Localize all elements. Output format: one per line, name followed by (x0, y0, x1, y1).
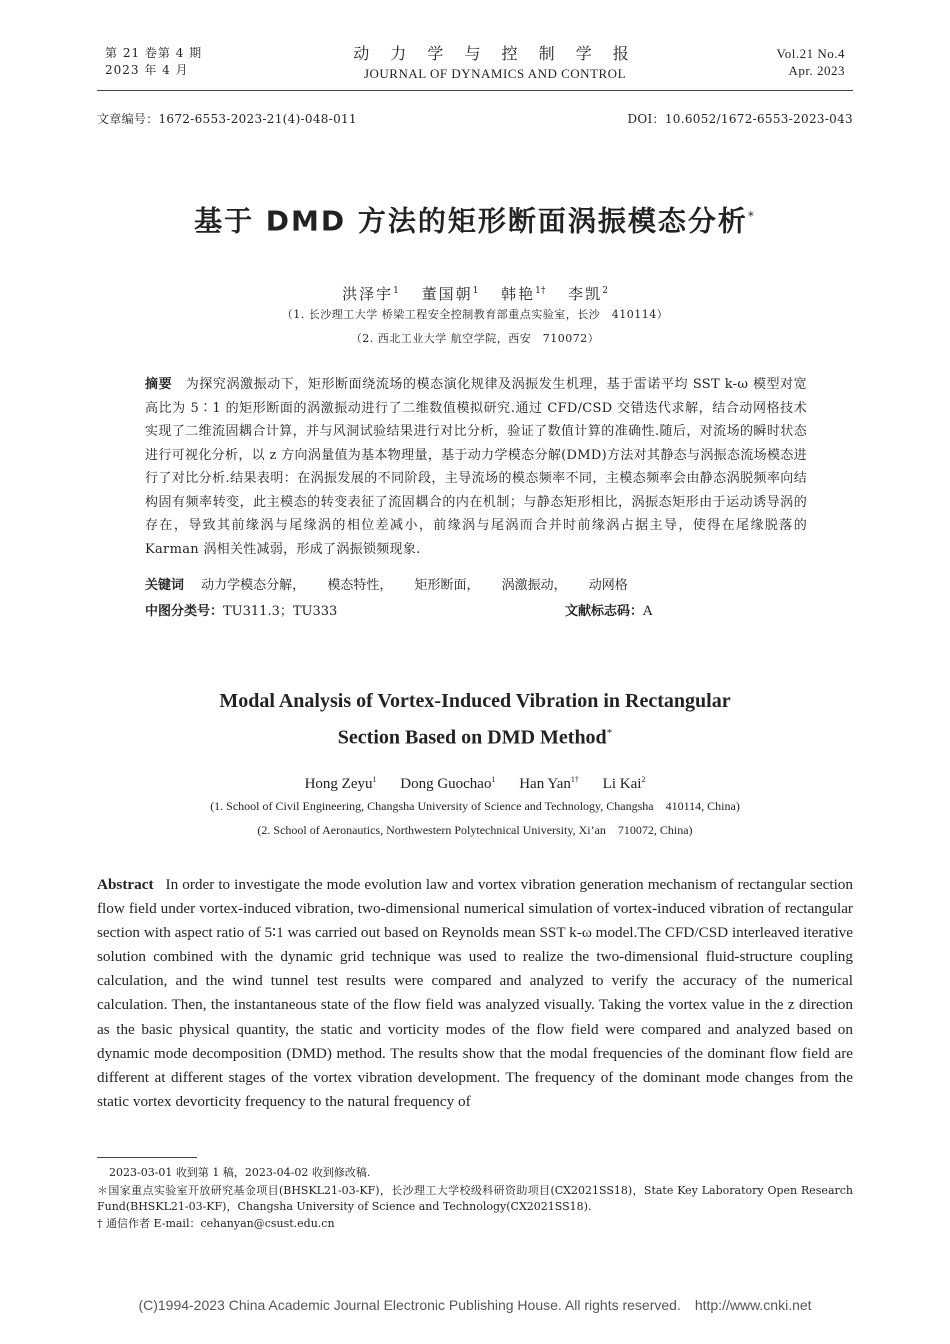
document-code-value: A (643, 604, 653, 619)
title-en-line2: Section Based on DMD Method (337, 726, 607, 749)
authors-cn (97, 280, 853, 305)
journal-name (250, 43, 740, 82)
affiliation-cn-2: （2. 西北工业大学 航空学院，西安 710072） (350, 332, 600, 345)
author-en: Han Yan$^{1\dagger}$ (519, 775, 579, 792)
issue-volume: 第 21 卷第 4 期 (105, 46, 203, 60)
journal-volume-en (777, 45, 845, 79)
abstract-en-text: In order to investigate the mode evolution law and vortex vibration generation mechanism of rectangular section flow field under vortex-induced vibration, two-dimensional numerical simulation of vortex-induced vibration of rectangular section with aspect ratio of 5∶1 was carried out based on Reynolds mean SST k-ω model.The CFD/CSD interleaved iterative solution combined with the dynamic grid technique was used to realize the two-dimensional fluid-structure coupling calculation, and the wind tunnel test results were compared and analyzed to verify the accuracy of the numerical calculation. Then, the instantaneous state of the flow field was analyzed visually. Taking the vortex value in the z direction as the basic physical quantity, the static and vorticity modes of the flow field were compared and analyzed based on dynamic mode decomposition (DMD) method. The results show that the modal frequencies of the dominant flow field are different at different stages of the vortex vibration development. The frequency of the dominant mode changes from the static vortex devorticity frequency to the natural frequency of (97, 876, 853, 1110)
keyword: 动力学模态分解， (201, 578, 306, 593)
copyright-footer (0, 1297, 950, 1313)
author-en: Dong Guochao$^1$ (400, 775, 496, 792)
copyright-text: (C)1994-2023 China Academic Journal Electronic Publishing House. All rights reserved. (138, 1297, 681, 1313)
abstract-cn-text: 为探究涡激振动下，矩形断面绕流场的模态演化规律及涡振发生机理，基于雷诺平均 SST k-ω 模型对宽高比为 5∶1 的矩形断面的涡激振动进行了二维数值模拟研究.通过 CFD/CSD 交错迭代求解，结合动网格技术实现了二维流固耦合计算，并与风洞试验结果进行对比分析，验证了数值计算的准确性.随后，对流场的瞬时状态进行可视化分析，以 z 方向涡量值为基本物理量，基于动力学模态分解(DMD)方法对其静态与涡振态流场模态进行了对比分析.结果表明：在涡振发展的不同阶段，主导流场的模态频率不同，主模态频率会由静态涡脱频率向结构固有频率转变，此主模态的转变表征了流固耦合的内在机制；与静态矩形相比，涡振态矩形由于运动诱导涡的存在，导致其前缘涡与尾缘涡的相位差减小，前缘涡与尾涡而合并时前缘涡占据主导，使得在尾缘脱落的 Karman 涡相关性减弱，形成了涡振锁频现象. (145, 377, 807, 557)
keyword: 模态特性， (327, 578, 393, 593)
issue-date: 2023 年 4 月 (105, 63, 189, 77)
author-en: Li Kai$^2$ (602, 775, 646, 792)
author-cn: 洪泽宇$^1$ (342, 285, 399, 303)
keyword: 动网格 (588, 578, 628, 593)
journal-name-en: JOURNAL OF DYNAMICS AND CONTROL (363, 66, 627, 81)
cnki-link[interactable]: http://www.cnki.net (694, 1297, 812, 1313)
paper-title-en (97, 685, 853, 754)
keyword: 涡激振动， (501, 578, 567, 593)
author-cn: 韩艳$^{1\dagger}$ (501, 285, 546, 303)
volume-en: Vol.21 No.4 (776, 46, 845, 61)
affiliation-en-2: (2. School of Aeronautics, Northwestern Polytechnical University, Xi’an 710072, China) (257, 823, 693, 837)
footnote-received: 2023-03-01 收到第 1 稿，2023-04-02 收到修改稿. (109, 1166, 371, 1179)
abstract-en (97, 873, 853, 1114)
title-cn-text: 基于 DMD 方法的矩形断面涡振模态分析 (194, 204, 748, 238)
date-en: Apr. 2023 (788, 63, 845, 78)
author-en: Hong Zeyu$^1$ (304, 775, 377, 792)
abstract-cn (145, 373, 807, 561)
document-code-label: 文献标志码： (565, 604, 644, 619)
title-en-footnote-mark: * (606, 727, 613, 739)
keywords-cn (145, 575, 807, 597)
doi: DOI：10.6052/1672-6553-2023-043 (627, 112, 853, 126)
keywords-cn-label: 关键词 (145, 578, 185, 593)
footnote-funding: ＊国家重点实验室开放研究基金项目(BHSKL21-03-KF)，长沙理工大学校级科研资助项目(CX2021SS18)，State Key Laboratory Open Research Fund(BHSKL21-03-KF)，Changsha University of Science and Technology(CX2021SS18). (97, 1184, 853, 1213)
article-number: 文章编号：1672-6553-2023-21(4)-048-011 (97, 112, 357, 126)
affiliation-en-1: (1. School of Civil Engineering, Changsha University of Science and Technology, Changsha 410114, China) (210, 799, 740, 813)
affiliation-cn-1: （1. 长沙理工大学 桥梁工程安全控制教育部重点实验室，长沙 410114） (281, 308, 669, 321)
author-cn: 李凯$^2$ (568, 285, 608, 303)
keyword: 矩形断面， (414, 578, 480, 593)
title-en-line1: Modal Analysis of Vortex-Induced Vibration in Rectangular (219, 690, 731, 712)
classification-line (145, 601, 807, 623)
authors-en (97, 769, 853, 795)
journal-name-cn: 动 力 学 与 控 制 学 报 (353, 44, 637, 63)
journal-issue-info (105, 45, 202, 79)
document-code (565, 601, 652, 623)
author-cn: 董国朝$^1$ (421, 285, 479, 303)
footnote-rule (97, 1157, 197, 1158)
abstract-cn-label: 摘要 (145, 377, 173, 392)
paper-title-cn (97, 197, 853, 240)
classification-label: 中图分类号： (145, 604, 224, 619)
header-rule (97, 90, 853, 91)
footnote-correspondence: † 通信作者 E-mail：cehanyan@csust.edu.cn (97, 1217, 335, 1230)
abstract-en-label: Abstract (97, 876, 154, 893)
title-cn-footnote-mark: * (747, 209, 756, 223)
classification-value: TU311.3；TU333 (223, 604, 338, 619)
